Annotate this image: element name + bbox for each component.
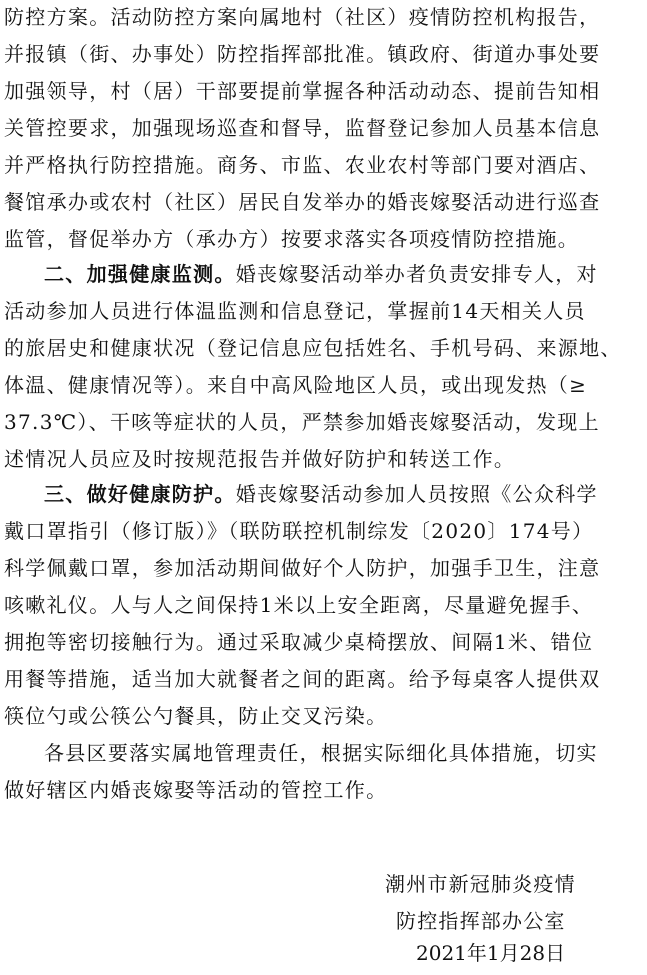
text-line: 餐馆承办或农村（社区）居民自发举办的婚丧嫁娶活动进行巡查 [4,190,601,214]
text-line: 防控方案。活动防控方案向属地村（社区）疫情防控机构报告， [4,5,601,29]
text-line: 戴口罩指引（修订版）》（联防联控机制综发〔2020〕174号） [4,519,594,543]
text-line: 体温、健康情况等）。来自中高风险地区人员，或出现发热（≥ [4,373,588,397]
text-line: 的旅居史和健康状况（登记信息应包括姓名、手机号码、来源地、 [4,336,622,360]
section-heading: 三、做好健康防护。 [44,482,236,506]
text-run: 婚丧嫁娶活动参加人员按照《公众科学 [235,482,598,506]
text-line [44,479,598,509]
text-line: 并严格执行防控措施。商务、市监、农业农村等部门要对酒店、 [4,153,601,177]
signature-date: 2021年1月28日 [416,941,566,965]
text-line: 活动参加人员进行体温监测和信息登记，掌握前14天相关人员 [4,299,586,323]
text-line: 各县区要落实属地管理责任，根据实际细化具体措施，切实 [44,741,598,765]
text-line: 用餐等措施，适当加大就餐者之间的距离。给予每桌客人提供双 [4,667,601,691]
text-line: 筷位勺或公筷公勺餐具，防止交叉污染。 [4,704,388,728]
text-line: 拥抱等密切接触行为。通过采取减少桌椅摆放、间隔1米、错位 [4,630,594,654]
text-line: 并报镇（街、办事处）防控指挥部批准。镇政府、街道办事处要 [4,42,601,66]
text-line: 科学佩戴口罩，参加活动期间做好个人防护，加强手卫生，注意 [4,556,601,580]
signature-org-line-1: 潮州市新冠肺炎疫情 [385,872,576,896]
text-line: 监管，督促举办方（承办方）按要求落实各项疫情防控措施。 [4,227,580,251]
text-run: 婚丧嫁娶活动举办者负责安排专人，对 [235,262,598,286]
signature-org-line-2: 防控指挥部办公室 [396,909,566,933]
section-heading: 二、加强健康监测。 [44,262,236,286]
text-line: 述情况人员应及时按规范报告并做好防护和转送工作。 [4,447,516,471]
text-line: 加强领导，村（居）干部要提前掌握各种活动动态、提前告知相 [4,79,601,103]
text-line: 37.3℃）、干咳等症状的人员，严禁参加婚丧嫁娶活动，发现上 [4,410,600,434]
text-line: 做好辖区内婚丧嫁娶等活动的管控工作。 [4,778,388,802]
text-line [44,259,598,289]
text-line: 关管控要求，加强现场巡查和督导，监督登记参加人员基本信息 [4,116,601,140]
text-line: 咳嗽礼仪。人与人之间保持1米以上安全距离，尽量避免握手、 [4,593,594,617]
